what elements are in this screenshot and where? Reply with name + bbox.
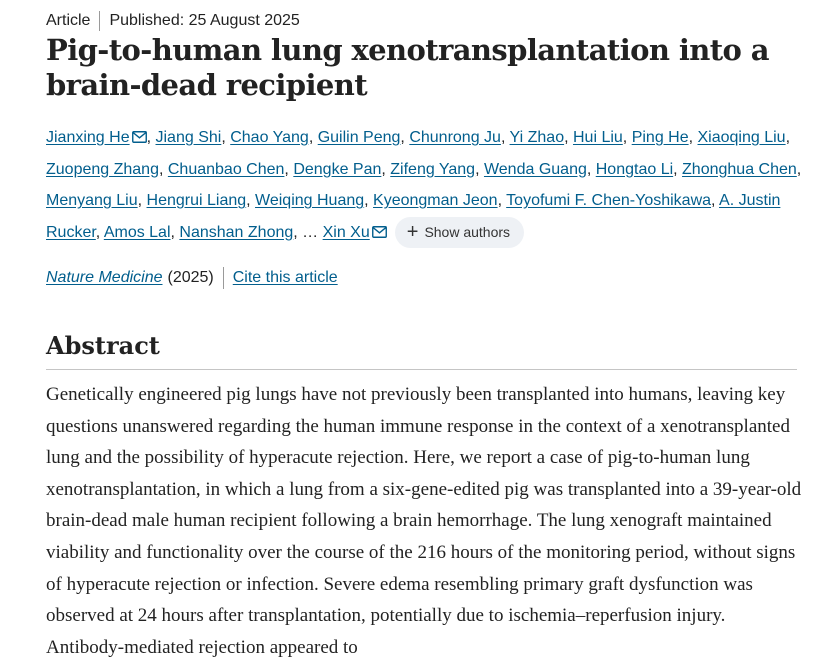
abstract-text: Genetically engineered pig lungs have not previously been transplanted into humans, leaving key questions unanswered regarding the human immune response in the context of a xenotransplanted lung and the possibility of hyperacute rejection. Here, we report a case of pig-to-human lung xenotransplantation, in which a lung from a six-gene-edited pig was transplanted into a 39-year-old brain-dead male human recipient following a brain hemorrhage. The lung xenograft maintained viability and functionality over the course of the 216 hours of the monitoring period, without signs of hyperacute rejection or infection. Severe edema resembling primary graft dysfunction was observed at 24 hours after transplantation, potentially due to ischemia–reperfusion injury. Antibody-mediated rejection appeared to	[46, 384, 802, 658]
author-link[interactable]: Chao Yang	[230, 129, 309, 146]
section-divider	[46, 369, 797, 370]
author-link[interactable]: Guilin Peng	[317, 129, 401, 146]
article-title: Pig-to-human lung xenotransplantation into a brain-dead recipient	[46, 33, 769, 102]
author-link[interactable]: Zifeng Yang	[390, 160, 476, 178]
author-link[interactable]: Hengrui Liang	[146, 192, 247, 209]
mail-icon[interactable]	[132, 123, 147, 135]
author-link-last[interactable]: Xin Xu	[322, 223, 370, 241]
author-link[interactable]: Chuanbao Chen	[167, 160, 285, 178]
journal-link[interactable]: Nature Medicine	[46, 269, 163, 286]
author-link[interactable]: Hui Liu	[572, 129, 623, 146]
author-link[interactable]: Kyeongman Jeon	[373, 192, 498, 209]
plus-icon: +	[406, 221, 419, 244]
journal-divider	[223, 267, 224, 289]
show-authors-button[interactable]	[395, 217, 524, 248]
mail-icon[interactable]	[372, 218, 387, 230]
author-link[interactable]: A. Justin Rucker	[46, 192, 781, 241]
article-type: Article	[46, 12, 91, 29]
author-link[interactable]: Nanshan Zhong	[179, 223, 294, 241]
journal-year: (2025)	[167, 269, 214, 286]
author-link[interactable]: Hongtao Li	[595, 160, 674, 178]
author-link[interactable]: Jiang Shi	[155, 129, 222, 146]
author-link[interactable]: Weiqing Huang	[255, 192, 365, 209]
abstract-heading: Abstract	[46, 331, 160, 360]
author-link[interactable]: Jianxing He	[46, 129, 130, 146]
author-link[interactable]: Chunrong Ju	[409, 129, 501, 146]
meta-divider	[99, 11, 100, 31]
article-meta	[46, 11, 300, 31]
author-link[interactable]: Wenda Guang	[483, 160, 587, 178]
author-link[interactable]: Menyang Liu	[46, 192, 138, 209]
author-link[interactable]: Amos Lal	[103, 223, 171, 241]
author-link[interactable]: Xiaoqing Liu	[697, 129, 786, 146]
author-link[interactable]: Zuopeng Zhang	[46, 160, 159, 178]
author-list: Jianxing He , Jiang Shi, Chao Yang, Guilin Peng, Chunrong Ju, Yi Zhao, Hui Liu, Ping He, Xiaoqing Liu, Zuopeng Zhang, Chuanbao Chen, Dengke Pan, Zifeng Yang, Wenda Guang, Hongtao Li, Zhonghua Chen, Menyang Liu, Hengrui Liang, Weiqing Huang, Kyeongman Jeon, Toyofumi F. Chen-Yoshikawa, A. Justin Rucker, Amos Lal, Nanshan Zhong, … Xin Xu + Show authors	[46, 122, 816, 248]
author-link[interactable]: Zhonghua Chen	[682, 160, 797, 178]
author-link[interactable]: Ping He	[631, 129, 689, 146]
published-date: Published: 25 August 2025	[109, 12, 300, 29]
show-authors-label: Show authors	[424, 223, 511, 240]
author-link[interactable]: Yi Zhao	[509, 129, 565, 146]
journal-info	[46, 267, 338, 289]
author-link[interactable]: Dengke Pan	[293, 160, 382, 178]
author-link[interactable]: Toyofumi F. Chen-Yoshikawa	[506, 192, 712, 209]
author-ellipsis: …	[302, 223, 319, 241]
cite-article-link[interactable]: Cite this article	[232, 269, 338, 286]
